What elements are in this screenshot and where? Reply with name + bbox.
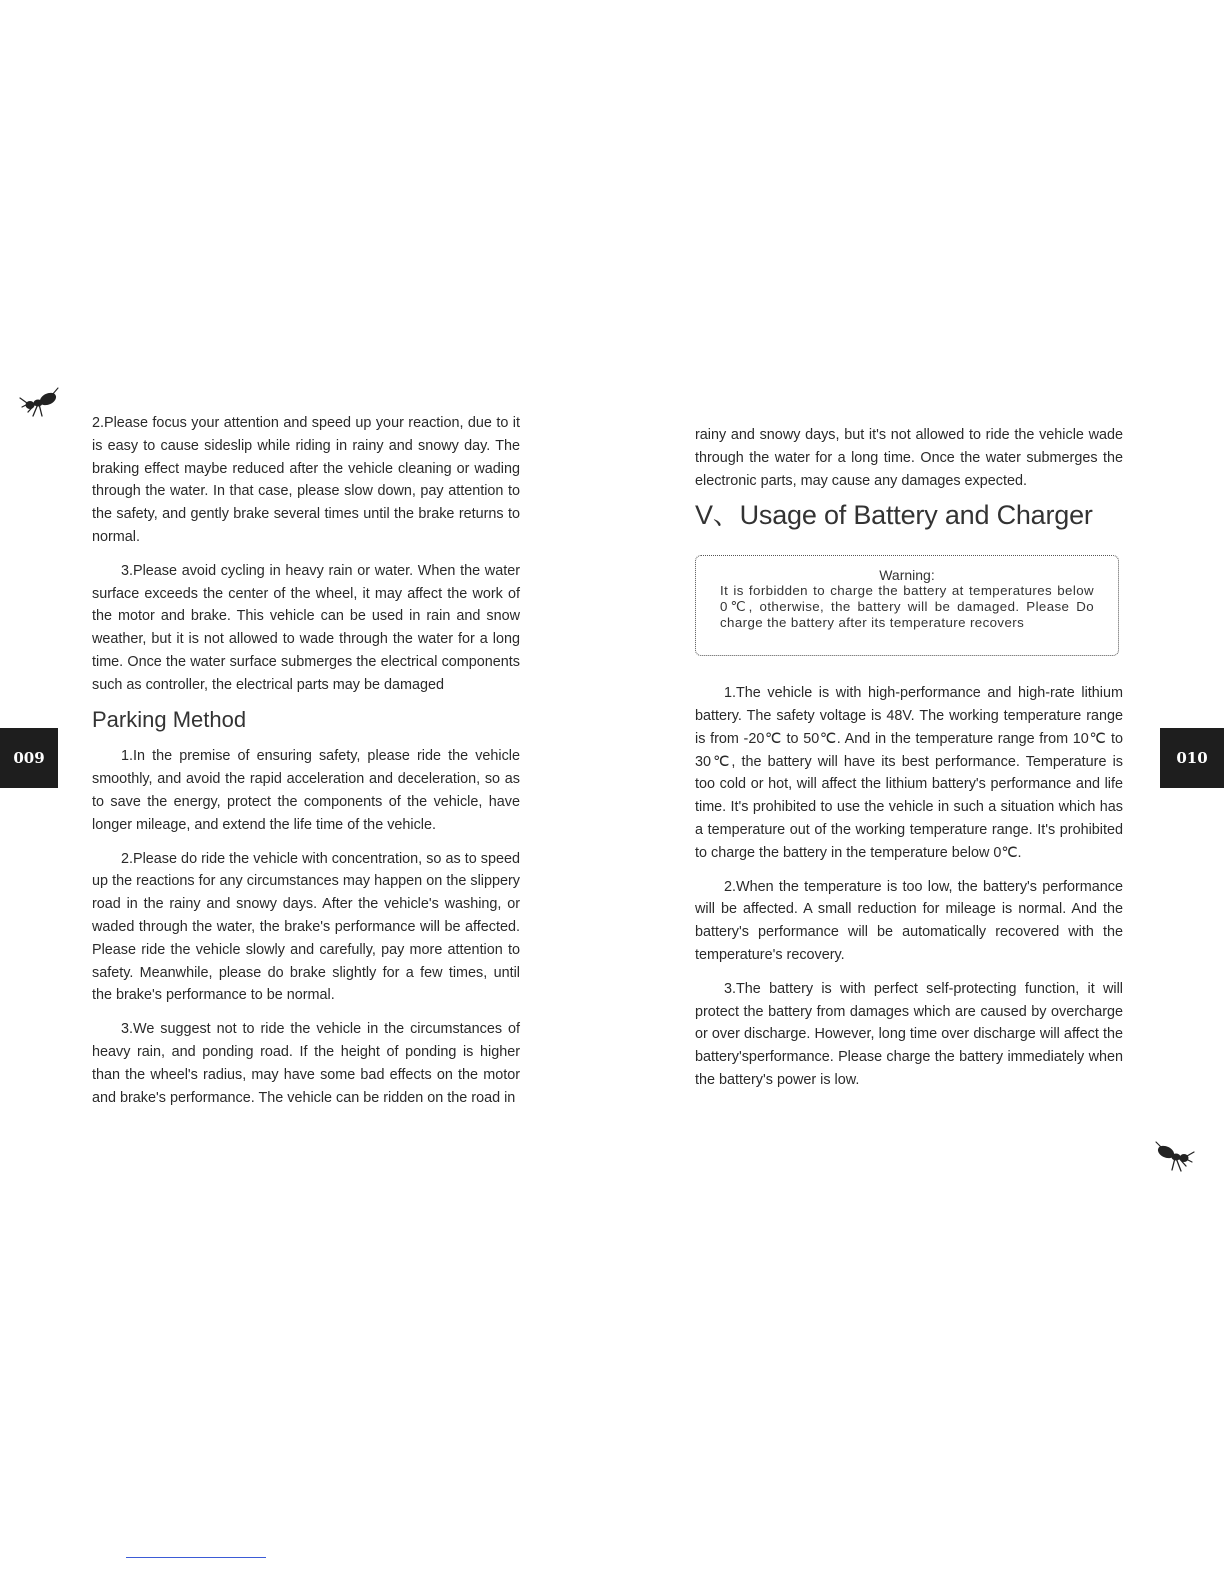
- warning-box: [695, 555, 1119, 656]
- paragraph: 3.Please avoid cycling in heavy rain or water. When the water surface exceeds the center of the wheel, it may affect the work of the motor and brake. This vehicle can be used in rain and snow weather, but it is not allowed to wade through the water for a long time. Once the water surface submerges the electrical components such as controller, the electrical parts may be damaged: [92, 562, 520, 693]
- footer-divider: [126, 1557, 266, 1558]
- ant-icon: [18, 386, 60, 420]
- section-heading: Parking Method: [92, 706, 247, 732]
- paragraph: 1.The vehicle is with high-performance and high-rate lithium battery. The safety voltage is 48V. The working temperature range is from -20℃ to 50℃. And in the temperature range from 10℃ to 30℃, the battery will have its best performance. Temperature is too cold or hot, will affect the lithium battery's performance and life time. It's prohibited to use the vehicle in such a situation which has a temperature out of the working temperature range. It's prohibited to charge the battery in the temperature below 0℃.: [695, 685, 1123, 861]
- page-number: 009: [13, 749, 45, 767]
- paragraph: 3.The battery is with perfect self-protecting function, it will protect the battery from damages which are caused by overcharge or over discharge. However, long time over discharge will affect the battery'sperformance. Please charge the battery immediately when the battery's power is low.: [695, 980, 1123, 1088]
- warning-text: It is forbidden to charge the battery at temperatures below 0℃, otherwise, the battery will be damaged. Please Do charge the battery after its temperature recovers: [720, 583, 1094, 631]
- paragraph: 3.We suggest not to ride the vehicle in the circumstances of heavy rain, and ponding road. If the height of ponding is higher than the wheel's radius, may have some bad effects on the motor and brake's performance. The vehicle can be ridden on the road in: [92, 1021, 520, 1106]
- right-page-text: [695, 424, 1123, 1103]
- page-number-tab: [1160, 728, 1224, 788]
- page-number: 010: [1176, 749, 1208, 767]
- page-number-tab: [0, 728, 58, 788]
- paragraph: 2.Please do ride the vehicle with concentration, so as to speed up the reactions for any circumstances may happen on the slippery road in the rainy and snowy days. After the vehicle's washing, or waded through the water, the brake's performance will be affected. Please ride the vehicle slowly and carefully, pay more attention to safety. Meanwhile, please do brake slightly for a few times, until the brake's performance to be normal.: [92, 850, 520, 1004]
- section-title: V、Usage of Battery and Charger: [695, 500, 1093, 531]
- paragraph: 2.Please focus your attention and speed up your reaction, due to it is easy to cause sideslip while riding in rainy and snowy day. The braking effect maybe reduced after the vehicle cleaning or wading through the water. In that case, please slow down, pay attention to the safety, and gently brake several times until the brake returns to normal.: [92, 415, 520, 545]
- paragraph: 2.When the temperature is too low, the battery's performance will be affected. A small reduction for mileage is normal. And the battery's performance will be automatically recovered with the temperature's recovery.: [695, 878, 1123, 963]
- paragraph: 1.In the premise of ensuring safety, please ride the vehicle smoothly, and avoid the rapid acceleration and deceleration, so as to save the energy, protect the components of the vehicle, have longer mileage, and extend the life time of the vehicle.: [92, 748, 520, 833]
- warning-title: Warning:: [879, 567, 935, 584]
- ant-icon: [1154, 1140, 1196, 1174]
- left-page-text: [92, 412, 520, 1120]
- paragraph: rainy and snowy days, but it's not allowed to ride the vehicle wade through the water for a long time. Once the water submerges the electronic parts, may cause any damages expected.: [695, 427, 1123, 489]
